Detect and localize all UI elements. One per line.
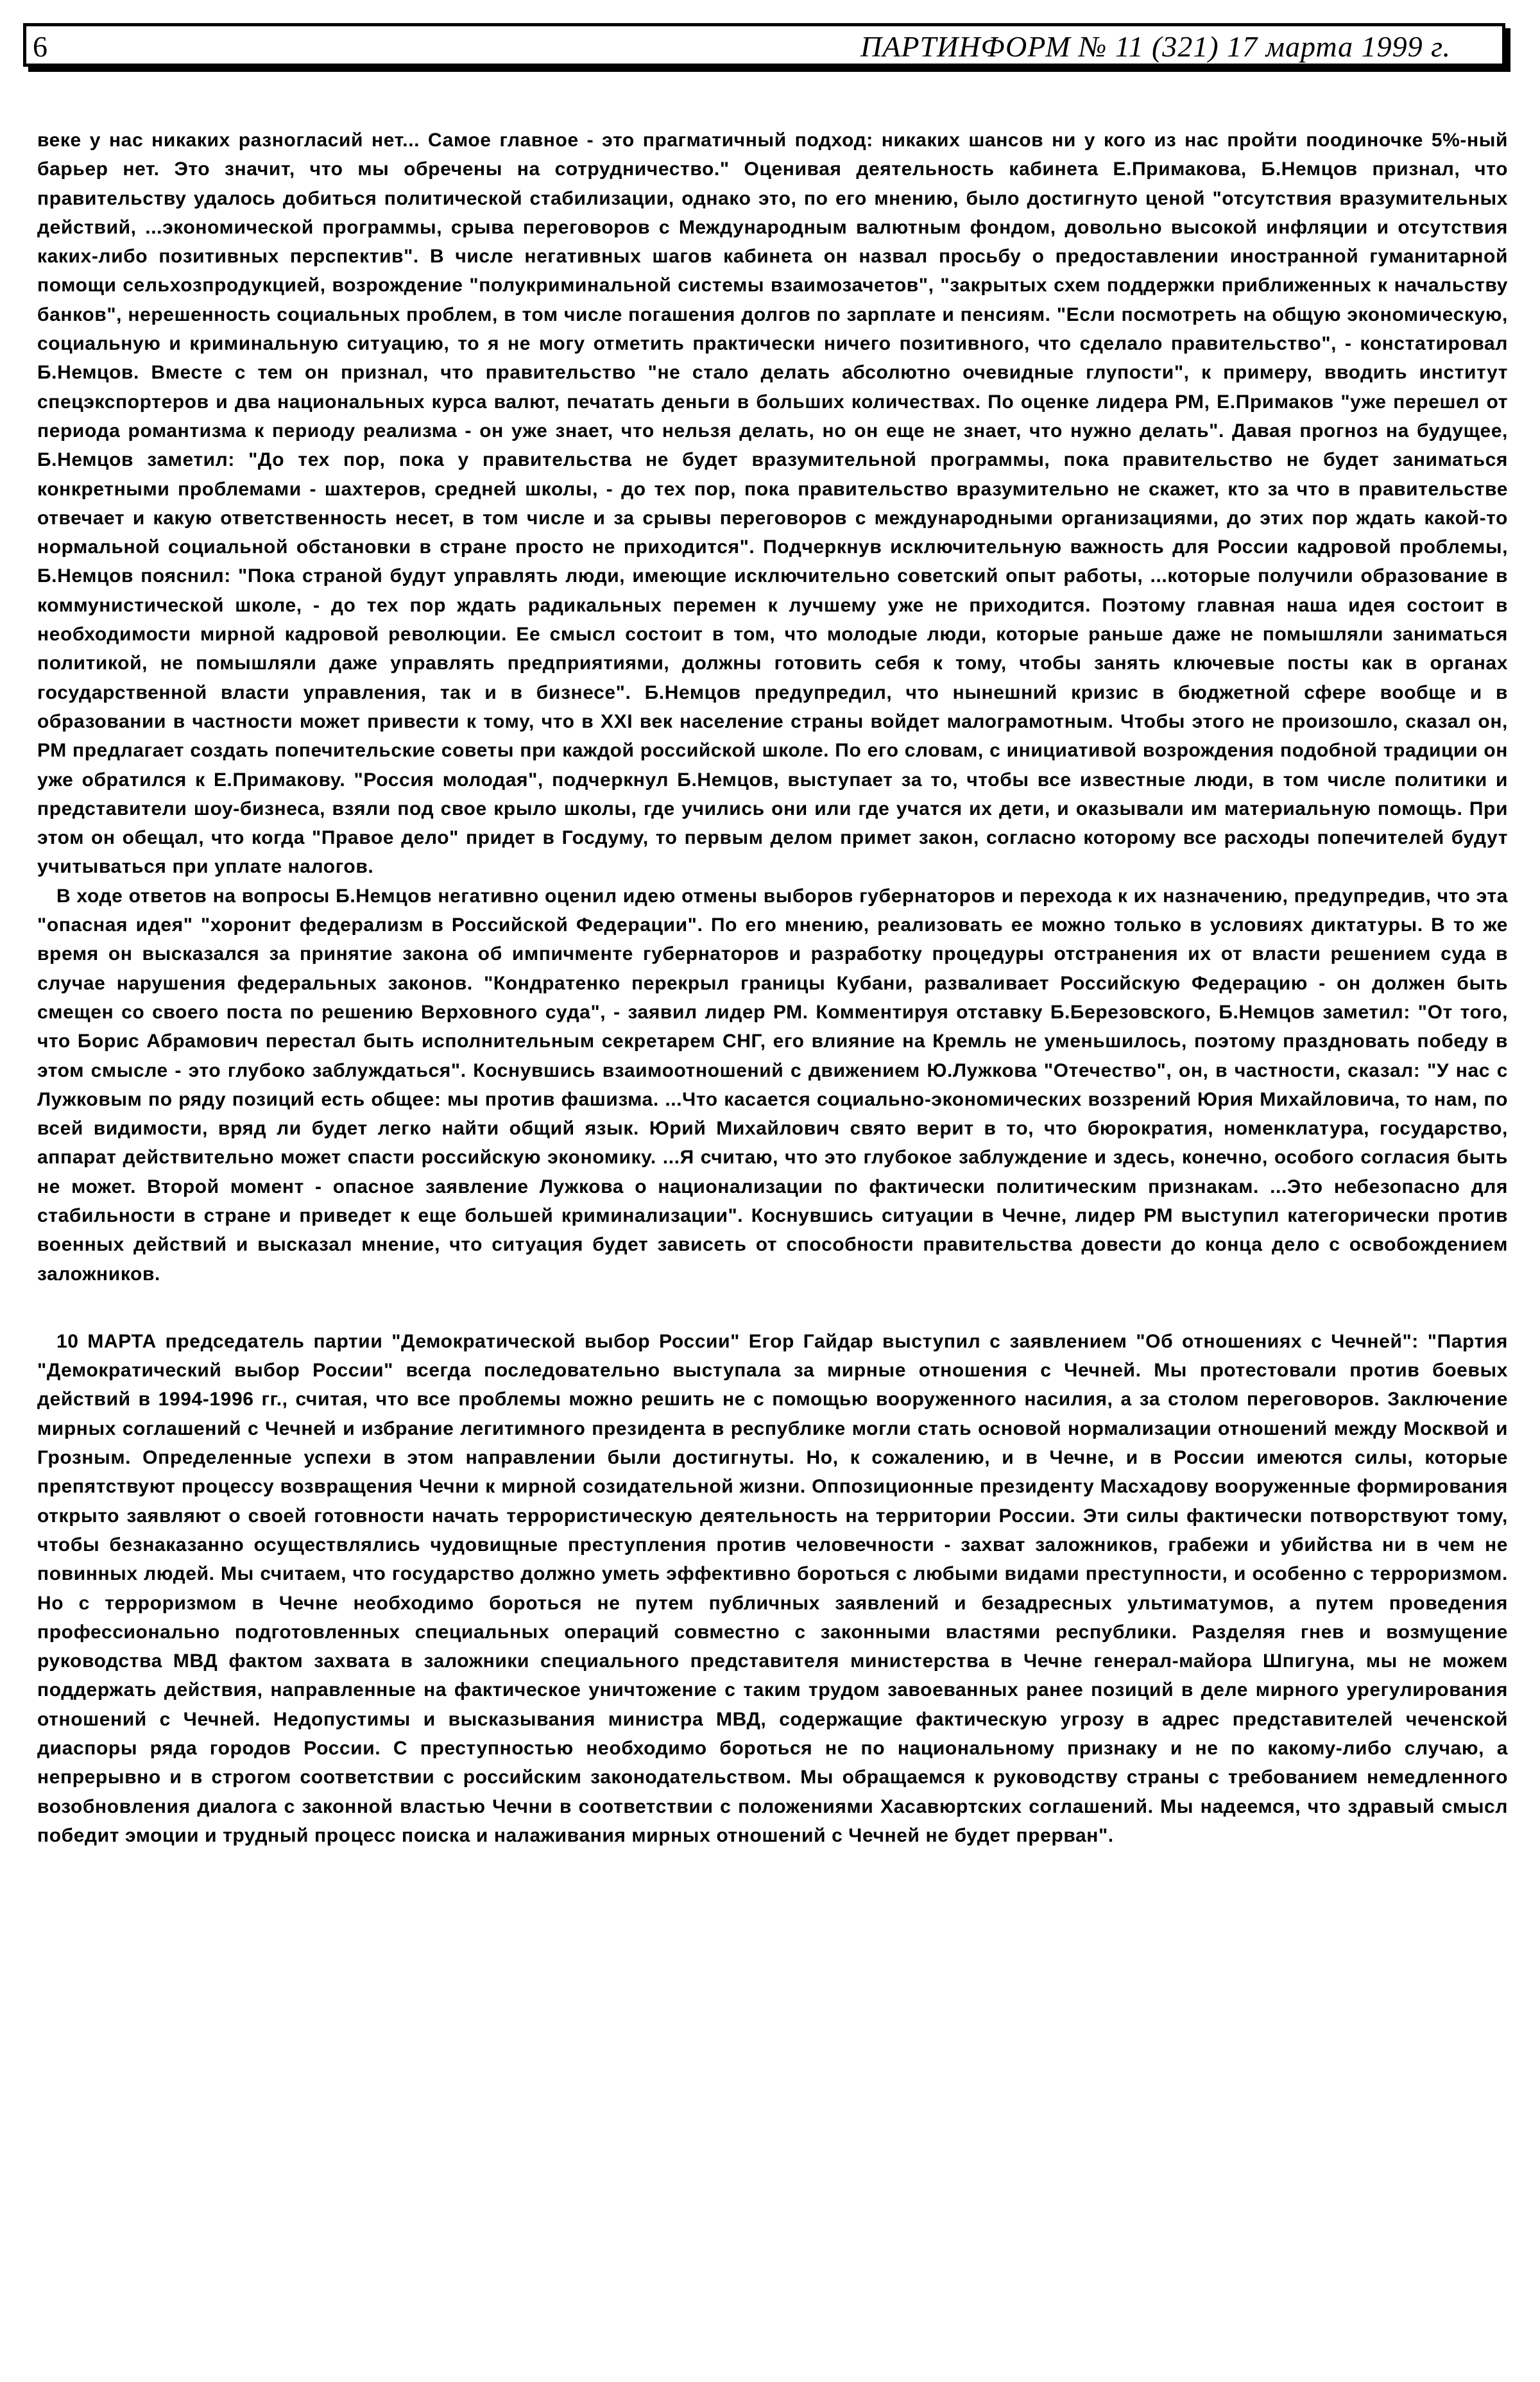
issue-line: ПАРТИНФОРМ № 11 (321) 17 марта 1999 г. bbox=[860, 30, 1451, 63]
paragraph-nemtsov-speech: веке у нас никаких разногласий нет... Самое главное - это прагматичный подход: никаких шансов ни у кого из нас пройти поодиночке 5%-ный барьер нет. Это значит, что мы обречены на сотрудничество." Оценивая деятельность кабинета Е.Примакова, Б.Немцов признал, что правительству удалось добиться политической стабилизации, однако это, по его мнению, было достигнуто ценой "отсутствия вразумительных действий, ...экономической программы, срыва переговоров с Международным валютным фондом, довольно высокой инфляции и отсутствия каких-либо позитивных перспектив". В числе негативных шагов кабинета он назвал просьбу о предоставлении иностранной гуманитарной помощи сельхозпродукцией, возрождение "полукриминальной системы взаимозачетов", "закрытых схем поддержки приближенных к начальству банков", нерешенность социальных проблем, в том числе погашения долгов по зарплате и пенсиям. "Если посмотреть на общую экономическую, социальную и криминальную ситуацию, то я не могу отметить практически ничего позитивного, что сделало правительство", - констатировал Б.Немцов. Вместе с тем он признал, что правительство "не стало делать абсолютно очевидные глупости", к примеру, вводить институт спецэкспортеров и два национальных курса валют, печатать деньги в больших количествах. По оценке лидера РМ, Е.Примаков "уже перешел от периода романтизма к периоду реализма - он уже знает, что нельзя делать, но он еще не знает, что нужно делать". Давая прогноз на будущее, Б.Немцов заметил: "До тех пор, пока у правительства не будет вразумительной программы, пока правительство не будет заниматься конкретными проблемами - шахтеров, средней школы, - до тех пор, пока правительство вразумительно не скажет, кто за что в правительстве отвечает и какую ответственность несет, в том числе и за срывы переговоров с международными организациями, до этих пор ждать какой-то нормальной социальной обстановки в стране просто не приходится". Подчеркнув исключительную важность для России кадровой проблемы, Б.Немцов пояснил: "Пока страной будут управлять люди, имеющие исключительно советский опыт работы, ...которые получили образование в коммунистической школе, - до тех пор ждать радикальных перемен к лучшему уже не приходится. Поэтому главная наша идея состоит в необходимости мирной кадровой революции. Ее смысл состоит в том, что молодые люди, которые раньше даже не помышляли заниматься политикой, не помышляли даже управлять предприятиями, должны готовить себя к тому, чтобы занять ключевые посты как в органах государственной власти управления, так и в бизнесе". Б.Немцов предупредил, что нынешний кризис в бюджетной сфере вообще и в образовании в частности может привести к тому, что в XXI век население страны войдет малограмотным. Чтобы этого не произошло, сказал он, РМ предлагает создать попечительские советы при каждой российской школе. По его словам, с инициативой возрождения подобной традиции он уже обратился к Е.Примакову. "Россия молодая", подчеркнул Б.Немцов, выступает за то, чтобы все известные люди, в том числе политики и представители шоу-бизнеса, взяли под свое крыло школы, где учились они или где учатся их дети, и оказывали им материальную помощь. При этом он обещал, что когда "Правое дело" придет в Госдуму, то первым делом примет закон, согласно которому все расходы попечителей будут учитываться при уплате налогов. bbox=[37, 130, 1508, 878]
page-header bbox=[23, 23, 1505, 67]
page-number: 6 bbox=[33, 30, 47, 63]
article-body bbox=[37, 126, 1508, 1850]
paragraph-gaidar-statement: 10 МАРТА председатель партии "Демократической выбор России" Егор Гайдар выступил с заявлением "Об отношениях с Чечней": "Партия "Демократический выбор России" всегда последовательно выступала за мирные отношения с Чечней. Мы протестовали против боевых действий в 1994-1996 гг., считая, что все проблемы можно решить не с помощью вооруженного насилия, а за столом переговоров. Заключение мирных соглашений с Чечней и избрание легитимного президента в республике могли стать основой нормализации отношений между Москвой и Грозным. Определенные успехи в этом направлении были достигнуты. Но, к сожалению, и в Чечне, и в России имеются силы, которые препятствуют процессу возвращения Чечни к мирной созидательной жизни. Оппозиционные президенту Масхадову вооруженные формирования открыто заявляют о своей готовности начать террористическую деятельность на территории России. Эти силы фактически потворствуют тому, чтобы безнаказанно осуществлялись чудовищные преступления против человечности - захват заложников, грабежи и убийства ни в чем не повинных людей. Мы считаем, что государство должно уметь эффективно бороться с любыми видами преступности, и особенно с терроризмом. Но с терроризмом в Чечне необходимо бороться не путем публичных заявлений и безадресных ультиматумов, а путем проведения профессионально подготовленных специальных операций совместно с законными властями республики. Разделяя гнев и возмущение руководства МВД фактом захвата в заложники специального представителя министерства в Чечне генерал-майора Шпигуна, мы не можем поддержать действия, направленные на фактическое уничтожение с таким трудом завоеванных ранее позиций в деле мирного урегулирования отношений с Чечней. Недопустимы и высказывания министра МВД, содержащие фактическую угрозу в адрес представителей чеченской диаспоры ряда городов России. С преступностью необходимо бороться не по национальному признаку и не по какому-либо случаю, а непрерывно и в строгом соответствии с российским законодательством. Мы обращаемся к руководству страны с требованием немедленного возобновления диалога с законной властью Чечни в соответствии с положениями Хасавюртских соглашений. Мы надеемся, что здравый смысл победит эмоции и трудный процесс поиска и налаживания мирных отношений с Чечней не будет прерван". bbox=[37, 1330, 1508, 1846]
paragraph-nemtsov-answers: В ходе ответов на вопросы Б.Немцов негативно оценил идею отмены выборов губернаторов и перехода к их назначению, предупредив, что эта "опасная идея" "хоронит федерализм в Российской Федерации". По его мнению, реализовать ее можно только в условиях диктатуры. В то же время он высказался за принятие закона об импичменте губернаторов и разработку процедуры отстранения их от власти решением суда в случае нарушения федеральных законов. "Кондратенко перекрыл границы Кубани, разваливает Российскую Федерацию - он должен быть смещен со своего поста по решению Верховного суда", - заявил лидер РМ. Комментируя отставку Б.Березовского, Б.Немцов заметил: "От того, что Борис Абрамович перестал быть исполнительным секретарем СНГ, его влияние на Кремль не уменьшилось, поэтому праздновать победу в этом смысле - это глубоко заблуждаться". Коснувшись взаимоотношений с движением Ю.Лужкова "Отечество", он, в частности, сказал: "У нас с Лужковым по ряду позиций есть общее: мы против фашизма. ...Что касается социально-экономических воззрений Юрия Михайловича, то нам, по всей видимости, вряд ли будет легко найти общий язык. Юрий Михайлович свято верит в то, что бюрократия, номенклатура, государство, аппарат действительно может спасти российскую экономику. ...Я считаю, что это глубокое заблуждение и здесь, конечно, особого согласия быть не может. Второй момент - опасное заявление Лужкова о национализации по фактически политическим признакам. ...Это небезопасно для стабильности в стране и приведет к еще большей криминализации". Коснувшись ситуации в Чечне, лидер РМ выступил категорически против военных действий и высказал мнение, что ситуация будет зависеть от способности правительства довести до конца дело с освобождением заложников. bbox=[37, 885, 1508, 1285]
